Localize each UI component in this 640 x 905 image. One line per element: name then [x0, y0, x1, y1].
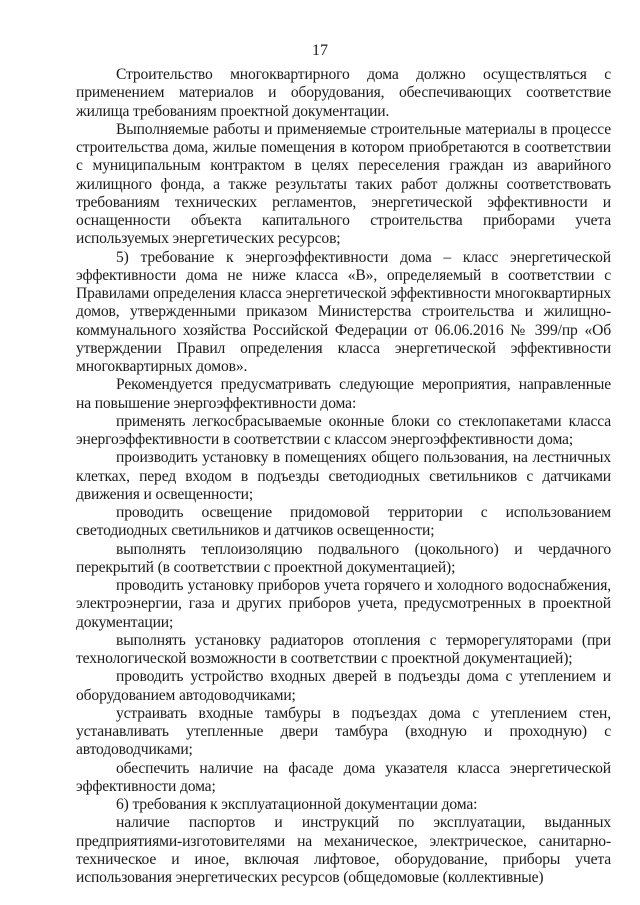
paragraph: наличие паспортов и инструкций по эксплуатации, выданных предприятиями-изготовителями на механическое, электрическое, санитарно-техническое и иное, включая лифтовое, оборудование, приборы учета использования энергетических ресурсов (общедомовые (коллективные) — [76, 814, 611, 886]
paragraph: проводить освещение придомовой территории с использованием светодиодных светильников и датчиков освещенности; — [76, 504, 611, 540]
paragraph: выполнять теплоизоляцию подвального (цокольного) и чердачного перекрытий (в соответствии с проектной документацией); — [76, 540, 611, 576]
paragraph: 5) требование к энергоэффективности дома – класс энергетической эффективности дома не ниже класса «В», определяемый в соответствии с Правилами определения класса энергетической эффективности многоквартирных домов, утвержденными приказом Министерства строительства и жилищно-коммунального хозяйства Российской Федерации от 06.06.2016 № 399/пр «Об утверждении Правил определения класса энергетической эффективности многоквартирных домов». — [76, 248, 611, 375]
paragraph: Рекомендуется предусматривать следующие мероприятия, направленные на повышение энергоэффективности дома: — [76, 376, 611, 412]
paragraph: Строительство многоквартирного дома должно осуществляться с применением материалов и оборудования, обеспечивающих соответствие жилища требованиям проектной документации. — [76, 66, 611, 120]
paragraph: устраивать входные тамбуры в подъездах дома с утеплением стен, устанавливать утепленные двери тамбура (входную и проходную) с автодоводчиками; — [76, 704, 611, 759]
paragraph: выполнять установку радиаторов отопления с терморегуляторами (при технологической возможности в соответствии с проектной документацией); — [76, 631, 611, 667]
document-body — [76, 66, 611, 887]
paragraph: обеспечить наличие на фасаде дома указателя класса энергетической эффективности дома; — [76, 759, 611, 795]
paragraph: проводить установку приборов учета горячего и холодного водоснабжения, электроэнергии, газа и других приборов учета, предусмотренных в проектной документации; — [76, 577, 611, 631]
paragraph: Выполняемые работы и применяемые строительные материалы в процессе строительства дома, жилые помещения в котором приобретаются в соответствии с муниципальным контрактом в целях переселения граждан из аварийного жилищного фонда, а также результаты таких работ должны соответствовать требованиям технических регламентов, энергетической эффективности и оснащенности объекта капитального строительства приборами учета используемых энергетических ресурсов; — [76, 120, 611, 248]
paragraph: производить установку в помещениях общего пользования, на лестничных клетках, перед входом в подъезды светодиодных светильников с датчиками движения и освещенности; — [76, 449, 611, 503]
paragraph: 6) требования к эксплуатационной документации дома: — [116, 796, 478, 813]
paragraph: проводить устройство входных дверей в подъезды дома с утеплением и оборудованием автодоводчиками; — [76, 668, 611, 704]
paragraph: применять легкосбрасываемые оконные блоки со стеклопакетами класса энергоэффективности в соответствии с классом энергоэффективности дома; — [76, 412, 611, 448]
page-number: 17 — [312, 42, 328, 59]
